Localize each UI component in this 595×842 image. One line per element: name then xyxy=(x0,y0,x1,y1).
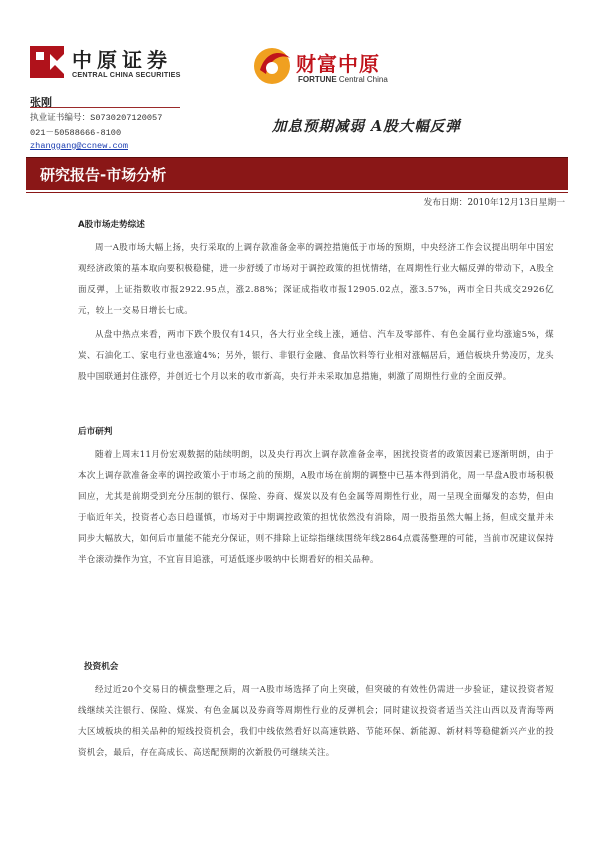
fortune-logo-en xyxy=(298,75,388,84)
fortune-central-china-logo xyxy=(252,44,412,88)
section-heading: A股市场走势综述 xyxy=(78,220,145,230)
securities-logo-cn: 中原证券 xyxy=(72,48,172,72)
banner-divider xyxy=(26,192,568,193)
fortune-logo-icon xyxy=(252,44,296,88)
author-email-link[interactable]: zhanggang@ccnew.com xyxy=(30,141,128,151)
author-divider xyxy=(30,107,180,108)
author-name: 张刚 xyxy=(30,96,52,109)
section-outlook xyxy=(78,425,554,571)
section-market-review xyxy=(78,218,554,388)
securities-logo-icon xyxy=(28,44,66,80)
paragraph: 随着上周末11月份宏观数据的陆续明朗，以及央行再次上调存款准备金率，困扰投资者的政策因素已逐渐明朗，由于本次上调存款准备金率的调控政策小于市场之前的预期，A股市场在前期的调整中已基本得到消化，周一早盘A股市场积极回应，尤其是前期受到充分压制的银行、保险、券商、煤炭以及有色金属等周期性行业，周一呈现全面爆发的态势，但由于临近年关，投资者心态日趋谨慎，市场对于中期调控政策的担忧依然没有消除，周一股指虽然大幅上扬，但成交量并未同步大幅放大，如何后市量能不能充分保证，则不排除上证综指继续围绕年线2864点震荡整理的可能，当前市况建议保持半仓滚动操作为宜，不宜盲目追涨，可适低逐步吸纳中长期看好的相关品种。 xyxy=(78,450,554,565)
fortune-logo-cn: 财富中原 xyxy=(296,52,380,76)
report-type-banner xyxy=(26,157,568,190)
publish-date: 发布日期：2010年12月13日星期一 xyxy=(423,198,565,208)
report-title: 加息预期减弱 A股大幅反弹 xyxy=(272,118,461,135)
report-type-label: 研究报告-市场分析 xyxy=(40,166,167,184)
section-heading: 后市研判 xyxy=(78,427,113,437)
section-opportunities xyxy=(78,660,554,764)
fortune-logo-en-rest: Central China xyxy=(336,75,388,84)
fortune-logo-en-bold: FORTUNE xyxy=(298,75,337,84)
paragraph: 周一A股市场大幅上扬，央行采取的上调存款准备金率的调控措施低于市场的预期，中央经济工作会议提出明年中国宏观经济政策的基本取向要积极稳健，进一步舒缓了市场对于调控政策的担忧情绪，在周期性行业大幅反弹的带动下，A股全面反弹，上证指数收市报2922.95点，涨2.88%；深证成指收市报12905.02点，涨3.57%，两市全日共成交2926亿元，较上一交易日增长七成。 xyxy=(78,243,554,316)
paragraph: 经过近20个交易日的横盘整理之后，周一A股市场选择了向上突破，但突破的有效性仍需进一步验证，建议投资者短线继续关注银行、保险、煤炭、有色金属以及券商等周期性行业的反弹机会；同时建议投资者适当关注山西以及青海等两大区域板块的相关品种的短线投资机会，我们中线依然看好以高速铁路、节能环保、新能源、新材料等稳健新兴产业的投资机会，最后，存在高成长、高送配预期的次新股仍可继续关注。 xyxy=(78,685,554,758)
paragraph: 从盘中热点来看，两市下跌个股仅有14只，各大行业全线上涨，通信、汽车及零部件、有色金属行业均涨逾5%，煤炭、石油化工、家电行业也涨逾4%；另外，银行、非银行金融、食品饮料等行业相对涨幅居后，通信板块升势凌厉，龙头股中国联通封住涨停，并创近七个月以来的收市新高，央行并未采取加息措施，刺激了周期性行业的全面反弹。 xyxy=(78,330,554,382)
section-heading: 投资机会 xyxy=(84,662,119,672)
author-license: 执业证书编号：S0730207120057 xyxy=(30,113,163,123)
author-phone: 021－50588666-8100 xyxy=(30,128,122,138)
securities-logo-en: CENTRAL CHINA SECURITIES xyxy=(72,70,181,79)
central-china-securities-logo xyxy=(28,42,188,82)
